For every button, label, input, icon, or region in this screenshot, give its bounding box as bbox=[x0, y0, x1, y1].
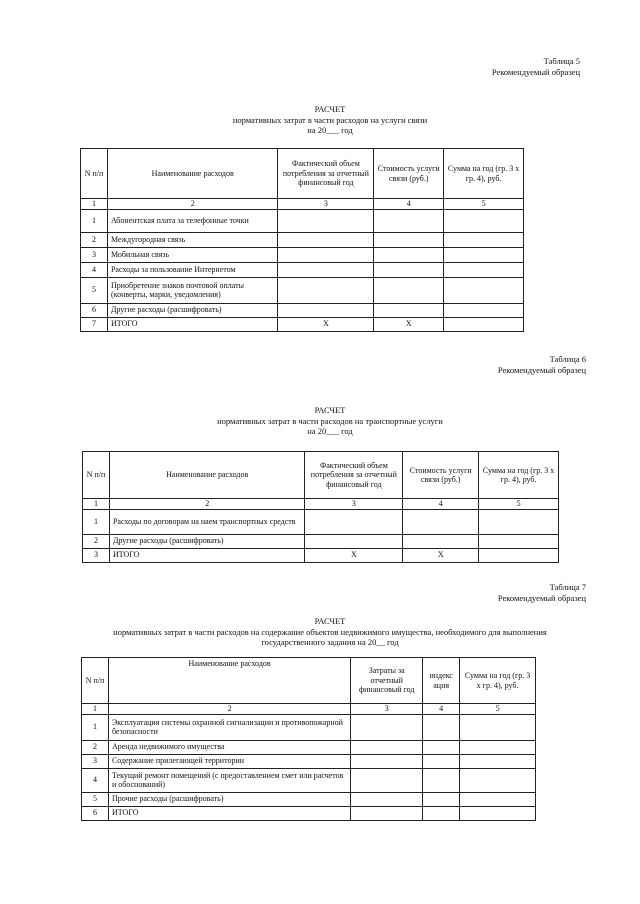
title-heading: РАСЧЕТ bbox=[314, 616, 346, 626]
expense-name: Приобретение знаков почтовой оплаты (конверты, марки, уведомления) bbox=[107, 277, 278, 303]
table-7-title bbox=[50, 616, 610, 648]
row-number: 6 bbox=[82, 806, 109, 820]
cell-value bbox=[351, 754, 423, 768]
expense-name: Мобильная связь bbox=[107, 247, 278, 262]
table-row bbox=[82, 792, 536, 806]
row-number: 1 bbox=[83, 509, 110, 534]
row-number: 6 bbox=[81, 303, 108, 317]
header-cell: Фактический объем потребления за отчетный финансовый год bbox=[305, 452, 403, 499]
cell-value bbox=[278, 277, 374, 303]
cell-value bbox=[305, 509, 403, 534]
expense-name: ИТОГО bbox=[108, 806, 350, 820]
table-row bbox=[81, 262, 524, 277]
row-number: 5 bbox=[81, 277, 108, 303]
cell-value: X bbox=[403, 548, 479, 562]
title-year: на 20___ год bbox=[307, 125, 353, 135]
cell-value bbox=[423, 754, 460, 768]
cell-value bbox=[460, 714, 536, 740]
header-cell: N п/п bbox=[81, 149, 108, 199]
header-cell: Наименование расходов bbox=[108, 658, 350, 704]
sample-note: Рекомендуемый образец bbox=[491, 67, 580, 77]
cell-value bbox=[305, 534, 403, 548]
column-number: 3 bbox=[351, 704, 423, 715]
expense-name: Эксплуатация системы охранной сигнализации и противопожарной безопасности bbox=[108, 714, 350, 740]
table-row bbox=[82, 714, 536, 740]
row-number: 3 bbox=[83, 548, 110, 562]
title-line: нормативных затрат в части расходов на услуги связи bbox=[232, 114, 428, 125]
table-7-caption bbox=[386, 582, 586, 604]
cell-value bbox=[351, 792, 423, 806]
cell-value bbox=[444, 247, 524, 262]
title-line: нормативных затрат в части расходов на транспортные услуги bbox=[217, 415, 443, 426]
table-row-total bbox=[82, 806, 536, 820]
table-header-row bbox=[83, 452, 559, 499]
cell-value: X bbox=[374, 317, 444, 331]
table-number: Таблица 7 bbox=[549, 582, 586, 592]
cell-value bbox=[351, 806, 423, 820]
table-row bbox=[82, 740, 536, 754]
table-7 bbox=[81, 657, 536, 821]
column-number: 4 bbox=[423, 704, 460, 715]
table-row bbox=[83, 509, 559, 534]
header-cell: Сумма на год (гр. 3 x гр. 4), руб. bbox=[460, 658, 536, 704]
sample-note: Рекомендуемый образец bbox=[497, 365, 586, 375]
row-number: 1 bbox=[82, 714, 109, 740]
cell-value bbox=[403, 534, 479, 548]
header-cell: Наименование расходов bbox=[109, 452, 305, 499]
table-row-total bbox=[83, 548, 559, 562]
column-number: 1 bbox=[83, 499, 110, 510]
cell-value bbox=[374, 262, 444, 277]
column-number: 2 bbox=[108, 704, 350, 715]
cell-value bbox=[460, 754, 536, 768]
table-row bbox=[81, 209, 524, 232]
column-number: 3 bbox=[305, 499, 403, 510]
cell-value bbox=[278, 209, 374, 232]
cell-value bbox=[460, 768, 536, 792]
cell-value bbox=[351, 714, 423, 740]
expense-name: Содержание прилегающей территории bbox=[108, 754, 350, 768]
column-number-row bbox=[82, 704, 536, 715]
expense-name: Текущий ремонт помещений (с предоставлением смет или расчетов и обоснований) bbox=[108, 768, 350, 792]
cell-value bbox=[374, 209, 444, 232]
row-number: 4 bbox=[82, 768, 109, 792]
cell-value: X bbox=[278, 317, 374, 331]
cell-value bbox=[423, 714, 460, 740]
expense-name: Расходы за пользование Интернетом bbox=[107, 262, 278, 277]
table-5 bbox=[80, 148, 524, 332]
cell-value: X bbox=[305, 548, 403, 562]
table-row bbox=[81, 303, 524, 317]
table-row bbox=[82, 754, 536, 768]
title-year: государственного задания на 20__ год bbox=[261, 637, 399, 647]
table-header-row bbox=[82, 658, 536, 704]
row-number: 1 bbox=[81, 209, 108, 232]
cell-value bbox=[374, 303, 444, 317]
title-heading: РАСЧЕТ bbox=[314, 405, 346, 415]
cell-value bbox=[374, 277, 444, 303]
header-cell: Стоимость услуги связи (руб.) bbox=[374, 149, 444, 199]
table-number: Таблица 6 bbox=[549, 354, 586, 364]
table-row bbox=[81, 277, 524, 303]
column-number: 5 bbox=[460, 704, 536, 715]
column-number: 5 bbox=[444, 199, 524, 210]
table-row bbox=[82, 768, 536, 792]
title-heading: РАСЧЕТ bbox=[314, 104, 346, 114]
column-number: 4 bbox=[374, 199, 444, 210]
cell-value bbox=[479, 534, 559, 548]
cell-value bbox=[278, 247, 374, 262]
cell-value bbox=[278, 303, 374, 317]
cell-value bbox=[278, 232, 374, 247]
cell-value bbox=[423, 740, 460, 754]
row-number: 3 bbox=[82, 754, 109, 768]
cell-value bbox=[479, 509, 559, 534]
header-cell: Сумма на год (гр. 3 x гр. 4), руб. bbox=[444, 149, 524, 199]
expense-name: Расходы по договорам на наем транспортных средств bbox=[109, 509, 305, 534]
row-number: 5 bbox=[82, 792, 109, 806]
header-cell: N п/п bbox=[82, 658, 109, 704]
cell-value bbox=[444, 232, 524, 247]
cell-value bbox=[444, 262, 524, 277]
row-number: 3 bbox=[81, 247, 108, 262]
expense-name: Междугородная связь bbox=[107, 232, 278, 247]
column-number: 1 bbox=[81, 199, 108, 210]
cell-value bbox=[351, 768, 423, 792]
table-6-title bbox=[180, 405, 480, 437]
cell-value bbox=[444, 209, 524, 232]
table-header-row bbox=[81, 149, 524, 199]
cell-value bbox=[374, 232, 444, 247]
table-row bbox=[81, 232, 524, 247]
cell-value bbox=[460, 806, 536, 820]
table-5-title bbox=[180, 104, 480, 136]
cell-value bbox=[278, 262, 374, 277]
expense-name: Абонентская плата за телефонные точки bbox=[107, 209, 278, 232]
column-number-row bbox=[83, 499, 559, 510]
table-5-caption bbox=[380, 56, 580, 78]
cell-value bbox=[403, 509, 479, 534]
cell-value bbox=[460, 740, 536, 754]
column-number: 2 bbox=[107, 199, 278, 210]
cell-value bbox=[423, 806, 460, 820]
row-number: 2 bbox=[83, 534, 110, 548]
header-cell: Стоимость услуги связи (руб.) bbox=[403, 452, 479, 499]
expense-name: Другие расходы (расшифровать) bbox=[109, 534, 305, 548]
cell-value bbox=[444, 303, 524, 317]
cell-value bbox=[423, 792, 460, 806]
expense-name: Другие расходы (расшифровать) bbox=[107, 303, 278, 317]
table-row bbox=[83, 534, 559, 548]
cell-value bbox=[444, 277, 524, 303]
column-number: 5 bbox=[479, 499, 559, 510]
header-cell: Затраты за отчетный финансовый год bbox=[351, 658, 423, 704]
row-number: 7 bbox=[81, 317, 108, 331]
row-number: 4 bbox=[81, 262, 108, 277]
table-row-total bbox=[81, 317, 524, 331]
expense-name: ИТОГО bbox=[109, 548, 305, 562]
table-6-caption bbox=[386, 354, 586, 376]
cell-value bbox=[460, 792, 536, 806]
column-number: 2 bbox=[109, 499, 305, 510]
header-cell: N п/п bbox=[83, 452, 110, 499]
cell-value bbox=[423, 768, 460, 792]
header-cell: Сумма на год (гр. 3 x гр. 4), руб. bbox=[479, 452, 559, 499]
header-cell: Фактический объем потребления за отчетный финансовый год bbox=[278, 149, 374, 199]
cell-value bbox=[479, 548, 559, 562]
title-line: нормативных затрат в части расходов на содержание объектов недвижимого имущества, необходимого для выполнения bbox=[113, 626, 547, 637]
table-row bbox=[81, 247, 524, 262]
expense-name: ИТОГО bbox=[107, 317, 278, 331]
header-cell: Наименование расходов bbox=[107, 149, 278, 199]
column-number: 1 bbox=[82, 704, 109, 715]
sample-note: Рекомендуемый образец bbox=[497, 593, 586, 603]
expense-name: Прочие расходы (расшифровать) bbox=[108, 792, 350, 806]
column-number-row bbox=[81, 199, 524, 210]
cell-value bbox=[351, 740, 423, 754]
cell-value bbox=[374, 247, 444, 262]
row-number: 2 bbox=[81, 232, 108, 247]
header-cell: индекс ация bbox=[423, 658, 460, 704]
column-number: 3 bbox=[278, 199, 374, 210]
cell-value bbox=[444, 317, 524, 331]
column-number: 4 bbox=[403, 499, 479, 510]
row-number: 2 bbox=[82, 740, 109, 754]
table-6 bbox=[82, 451, 559, 563]
title-year: на 20___ год bbox=[307, 426, 353, 436]
table-number: Таблица 5 bbox=[543, 56, 580, 66]
expense-name: Аренда недвижимого имущества bbox=[108, 740, 350, 754]
